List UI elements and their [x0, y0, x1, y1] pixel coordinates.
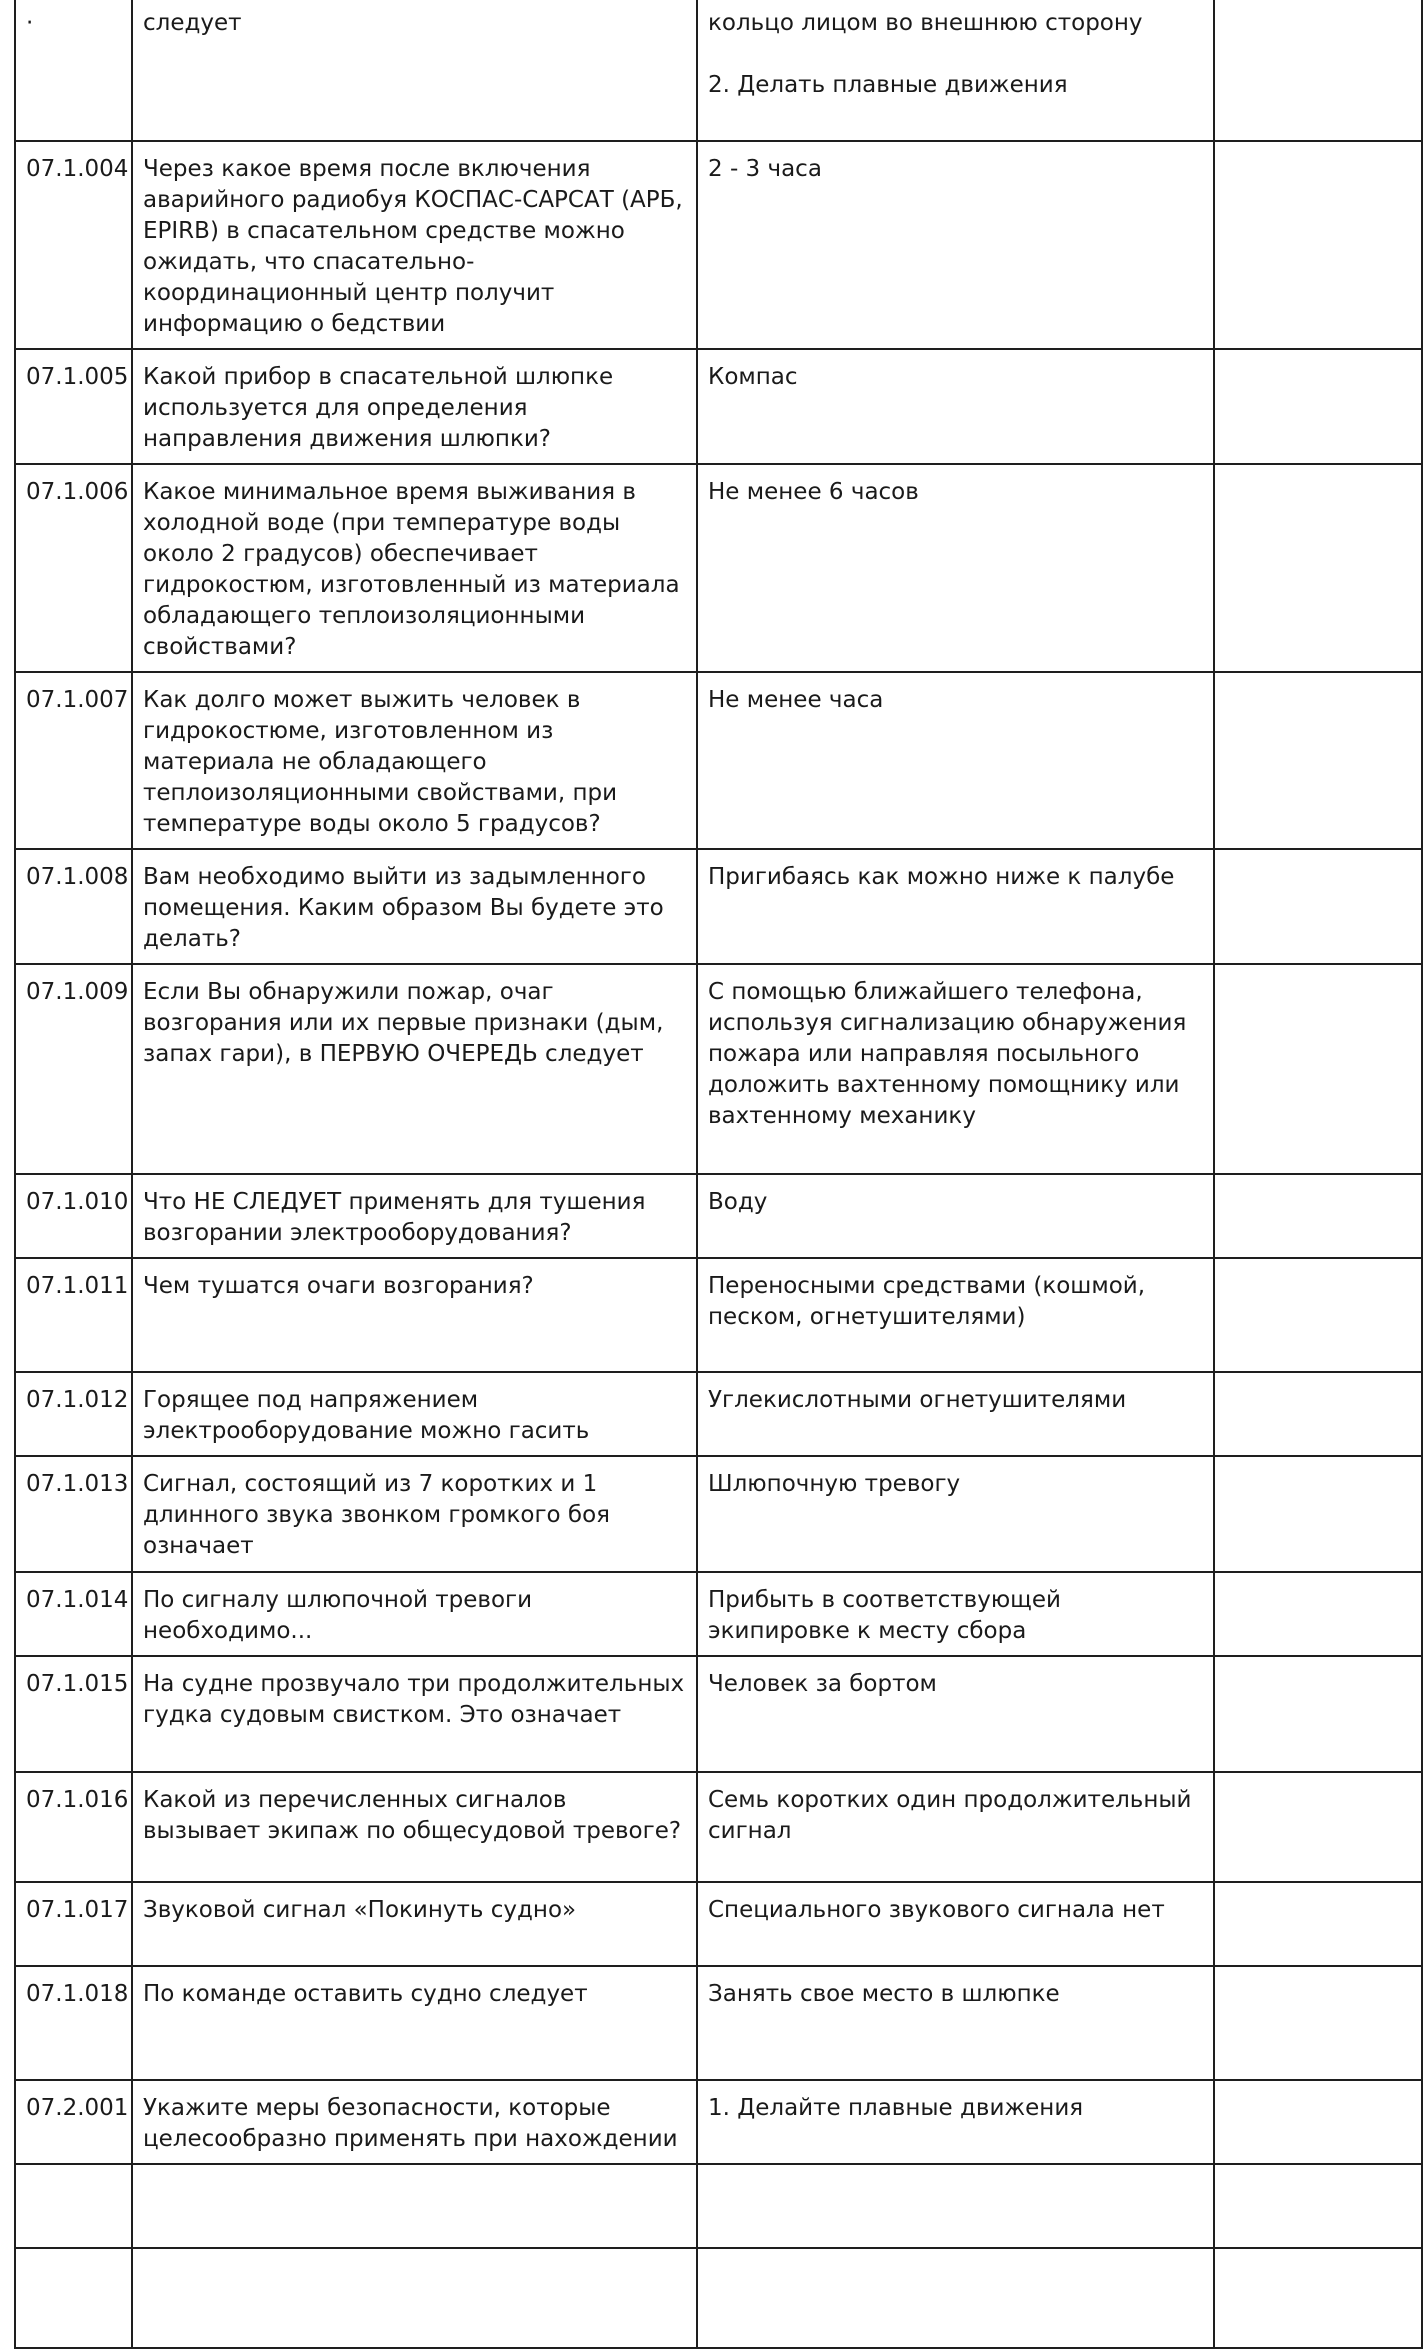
answer-text — [697, 1572, 1214, 1656]
empty-cell — [1214, 2080, 1422, 2164]
question-number-text: · — [26, 10, 34, 36]
question-text — [132, 849, 697, 964]
question-number-text: 07.1.017 — [26, 1897, 129, 1923]
empty-cell — [1214, 464, 1422, 672]
answer-text-content: Прибыть в соответствующей экипировке к месту сбора — [708, 1587, 1061, 1644]
question-text-content: Звуковой сигнал «Покинуть судно» — [143, 1897, 577, 1923]
table-row — [15, 2248, 1422, 2348]
answer-text — [697, 464, 1214, 672]
question-text — [132, 349, 697, 464]
question-text-content: Какое минимальное время выживания в холодной воде (при температуре воды около 2 градусов) обеспечивает гидрокостюм, изготовленный из материала обладающего теплоизоляционными свойствами? — [143, 479, 680, 660]
question-text — [132, 1456, 697, 1572]
question-text-content: следует — [143, 10, 242, 36]
answer-text-content: Компас — [708, 364, 798, 390]
table-row — [15, 672, 1422, 849]
question-text-content: Вам необходимо выйти из задымленного помещения. Каким образом Вы будете это делать? — [143, 864, 664, 952]
question-text-content: Горящее под напряжением электрооборудование можно гасить — [143, 1387, 590, 1444]
answer-text — [697, 1174, 1214, 1258]
answer-text — [697, 141, 1214, 349]
question-text-content: Укажите меры безопасности, которые целесообразно применять при нахождении — [143, 2095, 678, 2152]
answer-text — [697, 2164, 1214, 2248]
question-number — [15, 2248, 132, 2348]
answer-line: кольцо лицом во внешнюю сторону — [708, 10, 1143, 36]
answer-text-content: С помощью ближайшего телефона, используя сигнализацию обнаружения пожара или направляя посыльного доложить вахтенному помощнику или вахтенному механику — [708, 979, 1187, 1129]
question-number — [15, 964, 132, 1174]
question-text-content: Что НЕ СЛЕДУЕТ применять для тушения возгорании электрооборудования? — [143, 1189, 646, 1246]
table-row — [15, 1966, 1422, 2080]
answer-text-content: Занять свое место в шлюпке — [708, 1981, 1060, 2007]
table-row — [15, 141, 1422, 349]
question-number — [15, 141, 132, 349]
question-text-content: На судне прозвучало три продолжительных гудка судовым свистком. Это означает — [143, 1671, 685, 1728]
question-number — [15, 1772, 132, 1882]
empty-cell — [1214, 1174, 1422, 1258]
answer-text-content: 2 - 3 часа — [708, 156, 822, 182]
question-text-content: Сигнал, состоящий из 7 коротких и 1 длинного звука звонком громкого боя означает — [143, 1471, 611, 1559]
question-text-content: Чем тушатся очаги возгорания? — [143, 1273, 534, 1299]
question-text — [132, 2248, 697, 2348]
answer-text — [697, 849, 1214, 964]
question-number — [15, 1456, 132, 1572]
answer-text-content: Семь коротких один продолжительный сигнал — [708, 1787, 1192, 1844]
answer-text — [697, 349, 1214, 464]
answer-text-content: Шлюпочную тревогу — [708, 1471, 961, 1497]
table-row — [15, 964, 1422, 1174]
question-number — [15, 1656, 132, 1772]
question-text — [132, 141, 697, 349]
empty-cell — [1214, 2164, 1422, 2248]
table-row — [15, 1572, 1422, 1656]
answer-text — [697, 964, 1214, 1174]
empty-cell — [1214, 349, 1422, 464]
question-text — [132, 1572, 697, 1656]
question-number — [15, 672, 132, 849]
question-number-text: 07.1.016 — [26, 1787, 129, 1813]
question-number-text: 07.1.012 — [26, 1387, 129, 1413]
answer-text — [697, 1772, 1214, 1882]
question-number — [15, 0, 132, 141]
table-row — [15, 1656, 1422, 1772]
empty-cell — [1214, 1456, 1422, 1572]
answer-text-content: Пригибаясь как можно ниже к палубе — [708, 864, 1175, 890]
question-number-text: 07.1.013 — [26, 1471, 129, 1497]
question-text — [132, 1966, 697, 2080]
question-number — [15, 1174, 132, 1258]
empty-cell — [1214, 1372, 1422, 1456]
question-text — [132, 2080, 697, 2164]
answer-text — [697, 1372, 1214, 1456]
question-number — [15, 1258, 132, 1372]
question-number — [15, 1882, 132, 1966]
empty-cell — [1214, 2248, 1422, 2348]
answer-text — [697, 2248, 1214, 2348]
answer-text-content: Человек за бортом — [708, 1671, 937, 1697]
question-number — [15, 464, 132, 672]
answer-text — [697, 1656, 1214, 1772]
question-number-text: 07.2.001 — [26, 2095, 129, 2121]
empty-cell — [1214, 1772, 1422, 1882]
question-text — [132, 464, 697, 672]
answer-text — [697, 1258, 1214, 1372]
question-text — [132, 1656, 697, 1772]
question-text-content: Как долго может выжить человек в гидрокостюме, изготовленном из материала не обладающего теплоизоляционными свойствами, при температуре воды около 5 градусов? — [143, 687, 618, 837]
table-row — [15, 464, 1422, 672]
table-row — [15, 0, 1422, 141]
answer-text — [697, 1456, 1214, 1572]
question-number-text: 07.1.015 — [26, 1671, 129, 1697]
table-row — [15, 349, 1422, 464]
question-text — [132, 1258, 697, 1372]
question-text — [132, 964, 697, 1174]
answer-text — [697, 2080, 1214, 2164]
question-number-text: 07.1.010 — [26, 1189, 129, 1215]
question-text-content: Если Вы обнаружили пожар, очаг возгорания или их первые признаки (дым, запах гари), в ПЕРВУЮ ОЧЕРЕДЬ следует — [143, 979, 664, 1067]
question-number-text: 07.1.004 — [26, 156, 129, 182]
question-number — [15, 2164, 132, 2248]
empty-cell — [1214, 1572, 1422, 1656]
question-text-content: По команде оставить судно следует — [143, 1981, 588, 2007]
question-number-text: 07.1.005 — [26, 364, 129, 390]
question-text — [132, 1882, 697, 1966]
questions-table-body — [15, 0, 1422, 2348]
empty-cell — [1214, 1966, 1422, 2080]
answer-text-content: Углекислотными огнетушителями — [708, 1387, 1127, 1413]
table-row — [15, 1882, 1422, 1966]
empty-cell — [1214, 1656, 1422, 1772]
answer-text — [697, 1882, 1214, 1966]
question-number-text: 07.1.018 — [26, 1981, 129, 2007]
question-number — [15, 349, 132, 464]
answer-text-content: Переносными средствами (кошмой, песком, огнетушителями) — [708, 1273, 1146, 1330]
question-text — [132, 1174, 697, 1258]
table-row — [15, 1372, 1422, 1456]
question-number-text: 07.1.011 — [26, 1273, 129, 1299]
question-number-text: 07.1.006 — [26, 479, 129, 505]
answer-line: 2. Делать плавные движения — [708, 72, 1068, 98]
empty-cell — [1214, 1258, 1422, 1372]
questions-table — [14, 0, 1423, 2349]
question-text — [132, 2164, 697, 2248]
question-number — [15, 1372, 132, 1456]
question-text — [132, 1372, 697, 1456]
table-row — [15, 2164, 1422, 2248]
answer-gap — [708, 39, 1203, 70]
table-row — [15, 849, 1422, 964]
answer-text — [697, 672, 1214, 849]
question-text — [132, 1772, 697, 1882]
question-number — [15, 849, 132, 964]
answer-text-content: Специального звукового сигнала нет — [708, 1897, 1165, 1923]
answer-text-content: Не менее 6 часов — [708, 479, 919, 505]
question-text-content: Какой из перечисленных сигналов вызывает экипаж по общесудовой тревоге? — [143, 1787, 682, 1844]
table-row — [15, 1772, 1422, 1882]
table-row — [15, 1174, 1422, 1258]
answer-text — [697, 1966, 1214, 2080]
question-text-content: По сигналу шлюпочной тревоги необходимо... — [143, 1587, 533, 1644]
empty-cell — [1214, 0, 1422, 141]
question-number-text: 07.1.009 — [26, 979, 129, 1005]
answer-text-content: Не менее часа — [708, 687, 884, 713]
empty-cell — [1214, 1882, 1422, 1966]
question-number-text: 07.1.008 — [26, 864, 129, 890]
question-text — [132, 0, 697, 141]
question-number — [15, 2080, 132, 2164]
question-number — [15, 1966, 132, 2080]
empty-cell — [1214, 964, 1422, 1174]
question-text-content: Через какое время после включения аварийного радиобуя КОСПАС-САРСАТ (АРБ, EPIRB) в спасательном средстве можно ожидать, что спасательно-координационный центр получит информацию о бедствии — [143, 156, 683, 337]
answer-text-content: 1. Делайте плавные движения — [708, 2095, 1084, 2121]
question-number — [15, 1572, 132, 1656]
empty-cell — [1214, 672, 1422, 849]
question-text — [132, 672, 697, 849]
question-number-text: 07.1.014 — [26, 1587, 129, 1613]
table-row — [15, 1258, 1422, 1372]
empty-cell — [1214, 849, 1422, 964]
table-row — [15, 1456, 1422, 1572]
question-text-content: Какой прибор в спасательной шлюпке используется для определения направления движения шлюпки? — [143, 364, 614, 452]
empty-cell — [1214, 141, 1422, 349]
answer-text-content: Воду — [708, 1189, 768, 1215]
question-number-text: 07.1.007 — [26, 687, 129, 713]
answer-text — [697, 0, 1214, 141]
table-row — [15, 2080, 1422, 2164]
